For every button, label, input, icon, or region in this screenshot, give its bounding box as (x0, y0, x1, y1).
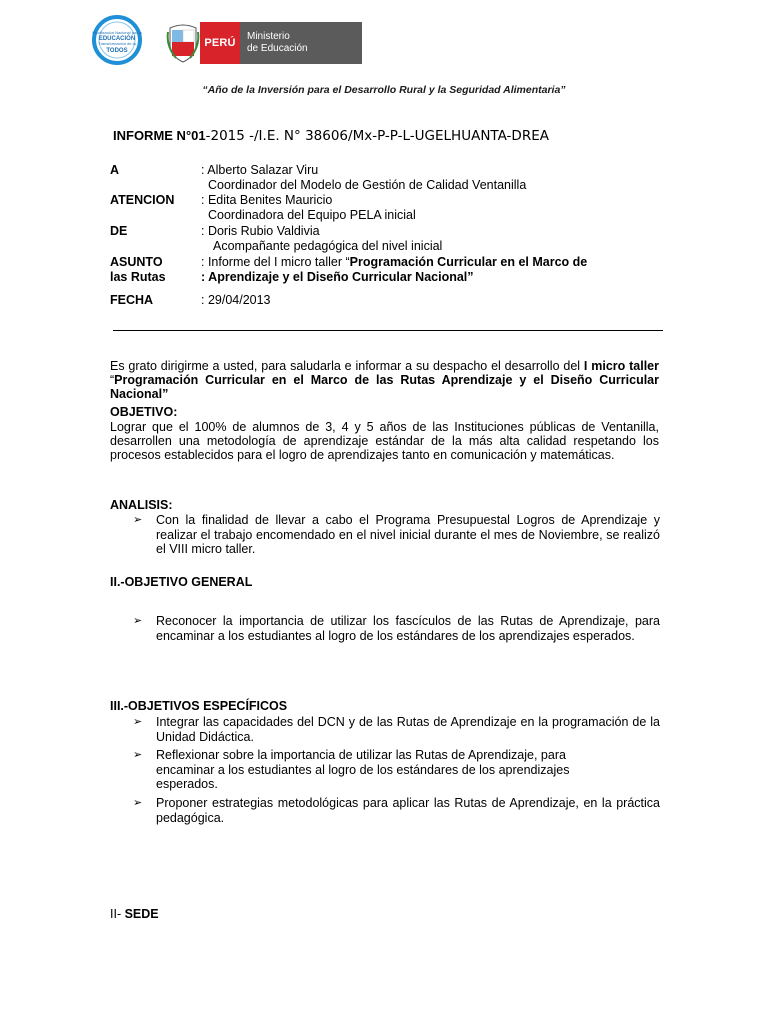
general-objective-text: Reconocer la importancia de utilizar los fascículos de las Rutas de Aprendizaje, para encaminar a los estudiantes al logro de los estándares de los aprendizajes esperados. (156, 614, 660, 643)
from-value: : Doris Rubio Valdivia (201, 224, 320, 238)
ministry-line1: Ministerio (247, 31, 290, 42)
specific-objectives-heading: III.-OBJETIVOS ESPECÍFICOS (110, 699, 288, 713)
report-number-lead: INFORME N°01 (113, 128, 206, 143)
specific-objective-item (133, 748, 660, 792)
to-value: : Alberto Salazar Viru (201, 163, 319, 177)
report-number-code: -2015 -/I.E. N° 38606/Mx-P-P-L-UGELHUANTA-DREA (205, 128, 549, 144)
ministry-line2: de Educación (247, 43, 308, 54)
campaign-logo-line3: Transformación de la (98, 41, 136, 46)
specific-objective-text: Proponer estrategias metodológicas para aplicar las Rutas de Aprendizaje, en la práctica pedagógica. (156, 796, 660, 825)
specific-objective-item (133, 715, 660, 744)
objective-text: Lograr que el 100% de alumnos de 3, 4 y 5 años de las Instituciones públicas de Ventanilla, desarrollen una metodología de aprendizaje estándar de la más alta calidad respetando los procesos establecidos para el logro de aprendizajes tanto en comunicación y matemáticas. (110, 420, 659, 462)
date-label: FECHA (110, 293, 154, 307)
campaign-logo (92, 15, 142, 65)
peru-label: PERÚ (200, 22, 240, 64)
year-motto: “Año de la Inversión para el Desarrollo Rural y la Seguridad Alimentaria” (202, 84, 566, 96)
report-number (113, 128, 549, 144)
ministry-logo (166, 22, 362, 64)
general-objective-heading: II.-OBJETIVO GENERAL (110, 575, 253, 589)
from-label: DE (110, 224, 128, 238)
subject-value-line1 (201, 255, 587, 269)
campaign-logo-line2: EDUCACIÓN (98, 36, 136, 42)
arrow-bullet-icon: ➢ (133, 797, 143, 809)
attention-value: : Edita Benites Mauricio (201, 193, 333, 207)
intro-paragraph (110, 359, 659, 401)
subject-label-line1: ASUNTO (110, 255, 163, 269)
specific-objective-text: Reflexionar sobre la importancia de utilizar las Rutas de Aprendizaje, para encaminar a los estudiantes al logro de los estándares de los aprendizajes esperados. (156, 748, 570, 791)
coat-of-arms-icon (166, 22, 200, 64)
specific-objective-text: Integrar las capacidades del DCN y de las Rutas de Aprendizaje en la programación de la Unidad Didáctica. (156, 715, 660, 744)
general-objective-item (133, 614, 660, 643)
subject-title-part1: Programación Curricular en el Marco de (349, 255, 588, 269)
analysis-item (133, 513, 660, 557)
arrow-bullet-icon: ➢ (133, 716, 143, 728)
to-label: A (110, 163, 120, 177)
campaign-logo-line4: TODOS (106, 48, 128, 54)
venue-heading (110, 907, 659, 921)
arrow-bullet-icon: ➢ (133, 749, 143, 761)
subject-label-line2: las Rutas (110, 270, 166, 284)
venue-label: SEDE (124, 907, 159, 921)
to-role: Coordinador del Modelo de Gestión de Calidad Ventanilla (208, 178, 527, 192)
analysis-heading: ANALISIS: (110, 498, 173, 512)
attention-role: Coordinadora del Equipo PELA inicial (208, 208, 416, 222)
subject-value-line2: : Aprendizaje y el Diseño Curricular Nacional” (201, 270, 474, 284)
specific-objective-item (133, 796, 660, 825)
analysis-item-text: Con la finalidad de llevar a cabo el Programa Presupuestal Logros de Aprendizaje y realizar el trabajo encomendado en el nivel inicial durante el mes de Noviembre, se realizó el VIII micro taller. (156, 513, 660, 556)
arrow-bullet-icon: ➢ (133, 615, 143, 627)
intro-text-2: “ (110, 373, 115, 387)
header-divider (113, 330, 663, 331)
objective-heading: OBJETIVO: (110, 405, 178, 419)
subject-intro: : Informe del I micro taller “ (201, 255, 350, 269)
venue-prefix: II- (110, 907, 125, 921)
arrow-bullet-icon: ➢ (133, 514, 143, 526)
campaign-logo-line1: Movilización Nacional por la (92, 30, 142, 35)
ministry-name (240, 22, 362, 64)
from-role: Acompañante pedagógica del nivel inicial (213, 239, 443, 253)
date-value: : 29/04/2013 (201, 293, 271, 307)
intro-workshop: I micro taller (583, 359, 659, 373)
intro-workshop-title: Programación Curricular en el Marco de las Rutas Aprendizaje y el Diseño Curricular Nacional” (110, 373, 659, 401)
attention-label: ATENCION (110, 193, 175, 207)
intro-text-1: Es grato dirigirme a usted, para saludarla e informar a su despacho el desarrollo del (110, 359, 584, 373)
